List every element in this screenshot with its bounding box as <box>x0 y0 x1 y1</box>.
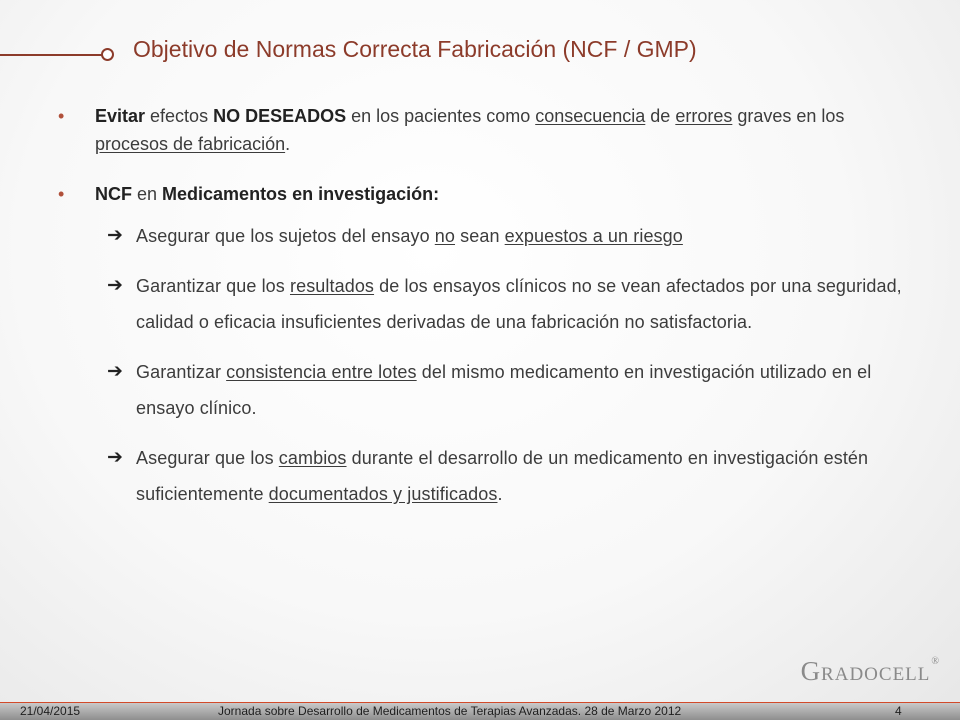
underlined-text: consecuencia <box>535 106 646 126</box>
underlined-text: procesos de fabricación <box>95 134 286 154</box>
sub-item <box>58 354 908 426</box>
bold-text: NO DESEADOS <box>213 106 347 126</box>
title-accent-line <box>0 54 104 56</box>
bullet-item <box>58 102 908 158</box>
underlined-text: errores <box>675 106 733 126</box>
bold-text: NCF <box>95 184 132 204</box>
title-accent-dot <box>101 48 114 61</box>
text-run: durante el desarrollo de un medicamento en investigación estén suficientemente <box>136 448 869 504</box>
underlined-text: expuestos a un riesgo <box>504 226 683 246</box>
registered-mark: ® <box>931 656 940 667</box>
arrow-right-icon: ➔ <box>107 275 124 296</box>
bullet-dot-icon: • <box>58 184 65 204</box>
logo-text: Gradocell <box>800 656 931 686</box>
text-run: Asegurar que los sujetos del ensayo <box>136 226 435 246</box>
underlined-text: documentados y justificados <box>268 484 498 504</box>
text-run: efectos <box>145 106 214 126</box>
sub-item <box>58 218 908 254</box>
bold-text: Evitar <box>95 106 146 126</box>
underlined-text: cambios <box>278 448 347 468</box>
text-run: en <box>132 184 163 204</box>
text-run: . <box>497 484 503 504</box>
footer-bar <box>0 702 960 720</box>
slide-content <box>58 102 908 526</box>
text-run: en los pacientes como <box>346 106 536 126</box>
text-run: Asegurar que los <box>136 448 279 468</box>
sub-item <box>58 440 908 512</box>
arrow-right-icon: ➔ <box>107 447 124 468</box>
footer-event: Jornada sobre Desarrollo de Medicamentos de Terapias Avanzadas. 28 de Marzo 2012 <box>218 704 682 718</box>
sub-item-text <box>136 276 902 332</box>
text-run: de los ensayos clínicos no se vean afectados por una seguridad, calidad o eficacia insuficientes derivadas de una fabricación no satisfactoria. <box>136 276 902 332</box>
sub-item-text <box>136 226 683 246</box>
bullet-text <box>95 106 844 154</box>
footer-date: 21/04/2015 <box>20 704 81 718</box>
bold-text: Medicamentos en investigación: <box>162 184 440 204</box>
sub-item-text <box>136 362 871 418</box>
arrow-right-icon: ➔ <box>107 225 124 246</box>
underlined-text: consistencia entre lotes <box>226 362 417 382</box>
sub-item <box>58 268 908 340</box>
text-run: Garantizar <box>136 362 227 382</box>
underlined-text: no <box>434 226 456 246</box>
text-run: sean <box>455 226 505 246</box>
page-number: 4 <box>895 704 902 718</box>
text-run: Garantizar que los <box>136 276 290 296</box>
text-run: graves en los <box>732 106 845 126</box>
bullet-item <box>58 180 908 208</box>
sub-item-text <box>136 448 868 504</box>
gradocell-logo <box>801 656 940 687</box>
bullet-text <box>95 184 439 204</box>
slide-title: Objetivo de Normas Correcta Fabricación (NCF / GMP) <box>133 36 697 62</box>
text-run: de <box>645 106 676 126</box>
text-run: . <box>285 134 291 154</box>
underlined-text: resultados <box>289 276 375 296</box>
text-run: del mismo medicamento en investigación utilizado en el ensayo clínico. <box>136 362 872 418</box>
arrow-right-icon: ➔ <box>107 361 124 382</box>
bullet-dot-icon: • <box>58 106 65 126</box>
